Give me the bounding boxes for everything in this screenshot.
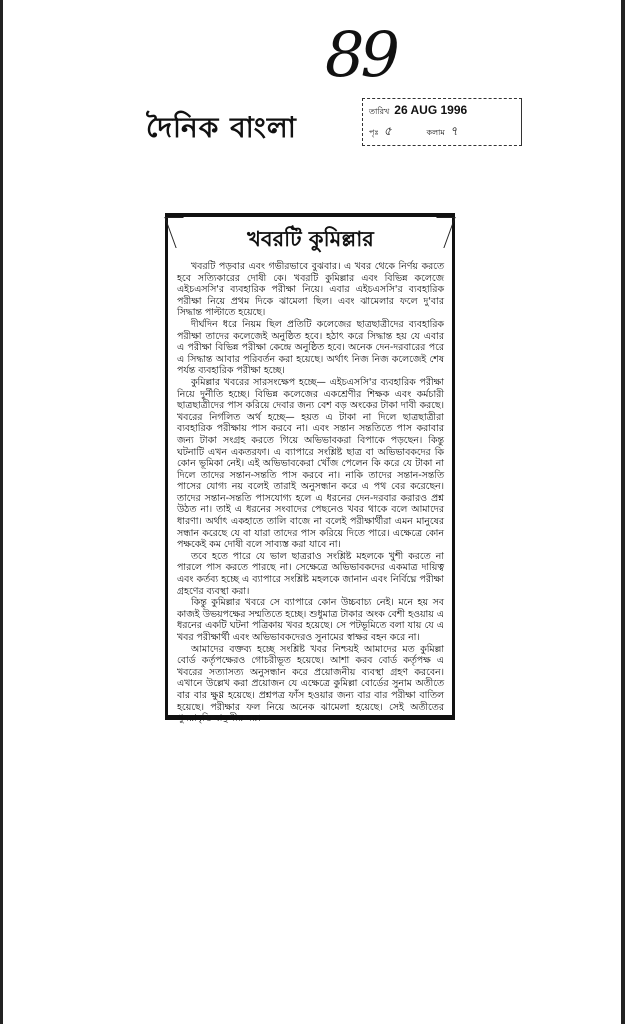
article-paragraph: আমাদের বক্তব্য হচ্ছে সংশ্লিষ্ট খবর নিশ্চয়ই আমাদের মত কুমিল্লা বোর্ড কর্তৃপক্ষেরও গোচরীভূত হয়েছে। আশা করব বোর্ড কর্তৃপক্ষ এ খবরের সত্যাসত্য অনুসন্ধান করে প্রয়োজনীয় ব্যবস্থা গ্রহণ করবেন। এখানে উল্লেখ করা প্রয়োজন যে এক্ষেত্রে কুমিল্লা বোর্ডের সুনাম অতীতে বার বার ক্ষুণ্ণ হয়েছে। প্রশ্নপত্র ফাঁস হওয়ার জন্য বার বার পরীক্ষা বাতিল হয়েছে। পরীক্ষার ফল নিয়ে অনেক ঝামেলা হয়েছে। সেই অতীতের পুনরাবৃত্তি বাঞ্ছনীয় নয়। bbox=[177, 643, 444, 725]
article-paragraph: তবে হতে পারে যে ভাল ছাত্ররাও সংশ্লিষ্ট মহলকে খুশী করতে না পারলে পাস করতে পারছে না। সেক্ষেত্রে অভিভাবকদের একমাত্র দায়িত্ব এবং কর্তব্য হচ্ছে এ ব্যাপারে সংশ্লিষ্ট মহলকে জানান এবং নির্বিঘ্নে পরীক্ষা গ্রহণের ব্যবস্থা করা। bbox=[177, 550, 444, 597]
article-clipping bbox=[165, 213, 455, 725]
stamp-date: 26 AUG 1996 bbox=[394, 103, 468, 117]
scan-edge-left bbox=[0, 0, 3, 1024]
handwritten-page-number: 89 bbox=[325, 18, 396, 91]
article-paragraph: খবরটি পড়বার এবং গভীরভাবে বুঝবার। এ খবর থেকে নির্ণয় করতে হবে সত্যিকারের দোষী কে। খবরটি কুমিল্লার এবং বিভিন্ন কলেজে এইচএসসি'র ব্যবহারিক পরীক্ষা নিয়ে। এবার এইচএসসি'র ব্যবহারিক পরীক্ষা নিয়ে প্রথম দিকে ঝামেলা ছিল। এবং ঝামেলার ফলে দু'বার সিদ্ধান্ত পাল্টাতে হয়েছে। bbox=[177, 261, 444, 319]
article-headline: খবরটি কুমিল্লার bbox=[247, 227, 374, 251]
article-paragraph: কুমিল্লার খবরের সারসংক্ষেপ হচ্ছে— এইচএসসি'র ব্যবহারিক পরীক্ষা নিয়ে দুর্নীতি হচ্ছে। বিভিন্ন কলেজের একশ্রেণীর শিক্ষক এবং কর্মচারী ছাত্রছাত্রীদের পাস করিয়ে দেবার জন্য বেশ বড় অংকের টাকা দাবী করছে। খবরের নির্গলিত অর্থ হচ্ছে— হয়ত এ টাকা না দিলে ছাত্রছাত্রীরা ব্যবহারিক পরীক্ষায় পাস করবে না। এবং সন্তান সন্ততিতে পাস করাবার জন্য টাকা সংগ্রহ করতে গিয়ে অভিভাবকরা বিপাকে পড়ছেন। কিন্তু ঘটনাটি এখন একতরফা। এ ব্যাপারে সংশ্লিষ্ট ছাত্র বা অভিভাবকদের কি কোন ভূমিকা নেই। এই অভিভাবকেরা খোঁজ পেলেন কি করে যে টাকা না দিলে তাদের সন্তান-সন্ততি পাস করবে না। নাকি তাদের সন্তান-সন্ততি পাসের যোগ্য নয় বলেই তারাই অনুসন্ধান করে এ পথ বের করেছেন। তাদের সন্তান-সন্ততি পাসযোগ্য হলে এ ধরনের দেন-দরবার করারও প্রশ্ন উঠত না। তাই এ ধরনের সংবাদের পেছনেও খবর থাকে বলে আমাদের ধারণা। অর্থাৎ একহাতে তালি বাজে না বলেই পরীক্ষার্থীরা এমন মানুষের সন্ধান করেছে যে বা যারা তাদের পাস করিয়ে দিতে পারে। এক্ষেত্রে কোন পক্ষকেই কম দোষী বলে সাব্যস্ত করা যাবে না। bbox=[177, 376, 444, 551]
stamp-column: ৭ bbox=[449, 124, 458, 138]
stamp-page: ৫ bbox=[383, 124, 392, 138]
scan-edge-right bbox=[621, 0, 625, 1024]
newspaper-logo: দৈনিক বাংলা bbox=[146, 111, 297, 144]
article-paragraph: দীর্ঘদিন ধরে নিয়ম ছিল প্রতিটি কলেজের ছাত্রছাত্রীদের ব্যবহারিক পরীক্ষা তাদের কলেজেই অনুষ্ঠিত হবে। হঠাৎ করে সিদ্ধান্ত হয় যে এবার এ পরীক্ষা বিভিন্ন পরীক্ষা কেন্দ্রে অনুষ্ঠিত হবে। অনেক দেন-দরবারের পরে এ সিদ্ধান্ত আবার পরিবর্তন করা হয়েছে। অর্থাৎ নিজ নিজ কলেজেই শেষ পর্যন্ত ব্যবহারিক পরীক্ষা হচ্ছে। bbox=[177, 318, 444, 377]
stamp-page-label: পৃঃ bbox=[369, 128, 379, 137]
article-paragraph: কিন্তু কুমিল্লার খবরে সে ব্যাপারে কোন উচ্চবাচ্য নেই। মনে হয় সব কাজই উভয়পক্ষের সম্মতিতে হচ্ছে। শুধুমাত্র টাকার অংক বেশী হওয়ায় এ ধরনের একটি ঘটনা পত্রিকায় খবর হয়েছে। সে পটভূমিতে বলা যায় যে এ খবর পরীক্ষার্থী এবং অভিভাবকদেরও সুনামের স্বাক্ষর বহন করে না। bbox=[177, 597, 444, 643]
stamp-date-label: তারিখ bbox=[369, 107, 390, 116]
date-stamp bbox=[362, 98, 522, 146]
stamp-column-label: কলাম bbox=[426, 128, 445, 137]
